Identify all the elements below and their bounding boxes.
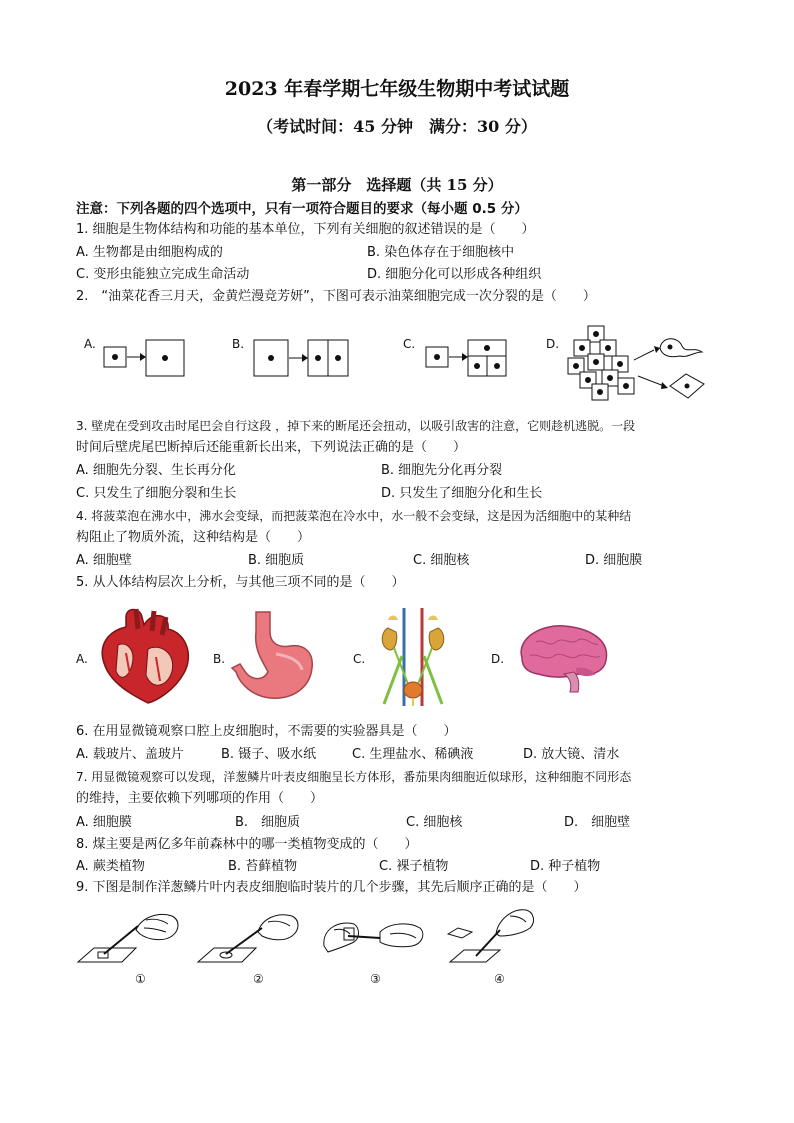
q9-step1-label: ① [135,972,146,986]
q7-option-b: B. 细胞质 [235,815,301,830]
section-note: 注意：下列各题的四个选项中，只有一项符合题目的要求（每小题 0.5 分） [76,201,528,217]
q1-option-b: B. 染色体存在于细胞核中 [367,245,515,260]
q4-option-b: B. 细胞质 [248,553,305,568]
q4-option-d: D. 细胞膜 [585,553,643,568]
q9-step2-label: ② [253,972,264,986]
q5-label-a: A. [76,652,88,666]
exam-title: 2023 年春学期七年级生物期中考试试题 [224,78,570,100]
section-title: 第一部分 选择题（共 15 分） [291,176,503,194]
q9-step4-label: ④ [494,972,505,986]
urinary-system-icon [378,608,448,706]
q1-option-c: C. 变形虫能独立完成生命活动 [76,267,250,282]
q6-option-a: A. 载玻片、盖玻片 [76,747,184,762]
q8-option-d: D. 种子植物 [530,859,601,874]
q2-label-b: B. [232,337,245,351]
q2-figure-b [250,338,360,380]
q2-stem: 2. “油菜花香三月天，金黄烂漫竞芳妍”，下图可表示油菜细胞完成一次分裂的是（ ） [76,289,596,304]
q9-step1-figure [76,908,186,968]
q5-label-c: C. [353,652,366,666]
q5-stem: 5. 从人体结构层次上分析，与其他三项不同的是（ ） [76,575,405,590]
stomach-icon [230,610,320,702]
q8-stem: 8. 煤主要是两亿多年前森林中的哪一类植物变成的（ ） [76,837,418,852]
q7-option-c: C. 细胞核 [406,815,463,830]
q9-step3-figure [320,906,430,968]
q6-option-b: B. 镊子、吸水纸 [221,747,317,762]
q4-option-a: A. 细胞壁 [76,553,132,568]
q8-option-c: C. 裸子植物 [379,859,449,874]
q2-label-c: C. [403,337,416,351]
q2-figure-c [422,338,512,380]
q5-label-d: D. [491,652,505,666]
q4-option-c: C. 细胞核 [413,553,470,568]
q9-step3-label: ③ [370,972,381,986]
q2-label-a: A. [84,337,96,351]
q3-option-a: A. 细胞先分裂、生长再分化 [76,463,236,478]
q3-option-b: B. 细胞先分化再分裂 [381,463,503,478]
brain-icon [512,622,612,694]
q7-stem-line1: 7. 用显微镜观察可以发现，洋葱鳞片叶表皮细胞呈长方体形，番茄果肉细胞近似球形，这种细胞不同形态 [76,770,632,784]
q9-stem: 9. 下图是制作洋葱鳞片叶内表皮细胞临时装片的几个步骤，其先后顺序正确的是（ ） [76,880,587,895]
q1-option-d: D. 细胞分化可以形成各种组织 [367,267,542,282]
q1-option-a: A. 生物都是由细胞构成的 [76,245,223,260]
q2-label-d: D. [546,337,560,351]
q4-stem-line2: 构阻止了物质外流，这种结构是（ ） [76,530,311,545]
q3-stem-line2: 时间后壁虎尾巴断掉后还能重新长出来，下列说法正确的是（ ） [76,440,467,455]
q3-stem-line1: 3. 壁虎在受到攻击时尾巴会自行这段 ，掉下来的断尾还会扭动，以吸引敌害的注意，它则趁机逃脱。一段 [76,419,636,433]
q6-stem: 6. 在用显微镜观察口腔上皮细胞时，不需要的实验器具是（ ） [76,724,457,739]
q3-option-c: C. 只发生了细胞分裂和生长 [76,486,237,501]
q7-option-a: A. 细胞膜 [76,815,132,830]
q9-step4-figure [444,904,554,968]
q2-figure-a [100,338,190,380]
q1-stem: 1. 细胞是生物体结构和功能的基本单位，下列有关细胞的叙述错误的是（ ） [76,222,535,237]
q7-stem-line2: 的维持，主要依赖下列哪项的作用（ ） [76,791,324,806]
q9-step2-figure [196,908,306,968]
heart-icon [96,605,200,705]
q6-option-c: C. 生理盐水、稀碘液 [352,747,474,762]
q2-figure-d [562,322,712,412]
exam-subtitle: （考试时间：45 分钟 满分：30 分） [257,117,537,136]
q8-option-b: B. 苔藓植物 [228,859,298,874]
q4-stem-line1: 4. 将菠菜泡在沸水中，沸水会变绿，而把菠菜泡在冷水中，水一般不会变绿，这是因为活细胞中的某种结 [76,509,632,523]
q5-label-b: B. [213,652,226,666]
q3-option-d: D. 只发生了细胞分化和生长 [381,486,543,501]
q7-option-d: D. 细胞壁 [564,815,631,830]
q6-option-d: D. 放大镜、清水 [523,747,620,762]
q8-option-a: A. 蕨类植物 [76,859,145,874]
